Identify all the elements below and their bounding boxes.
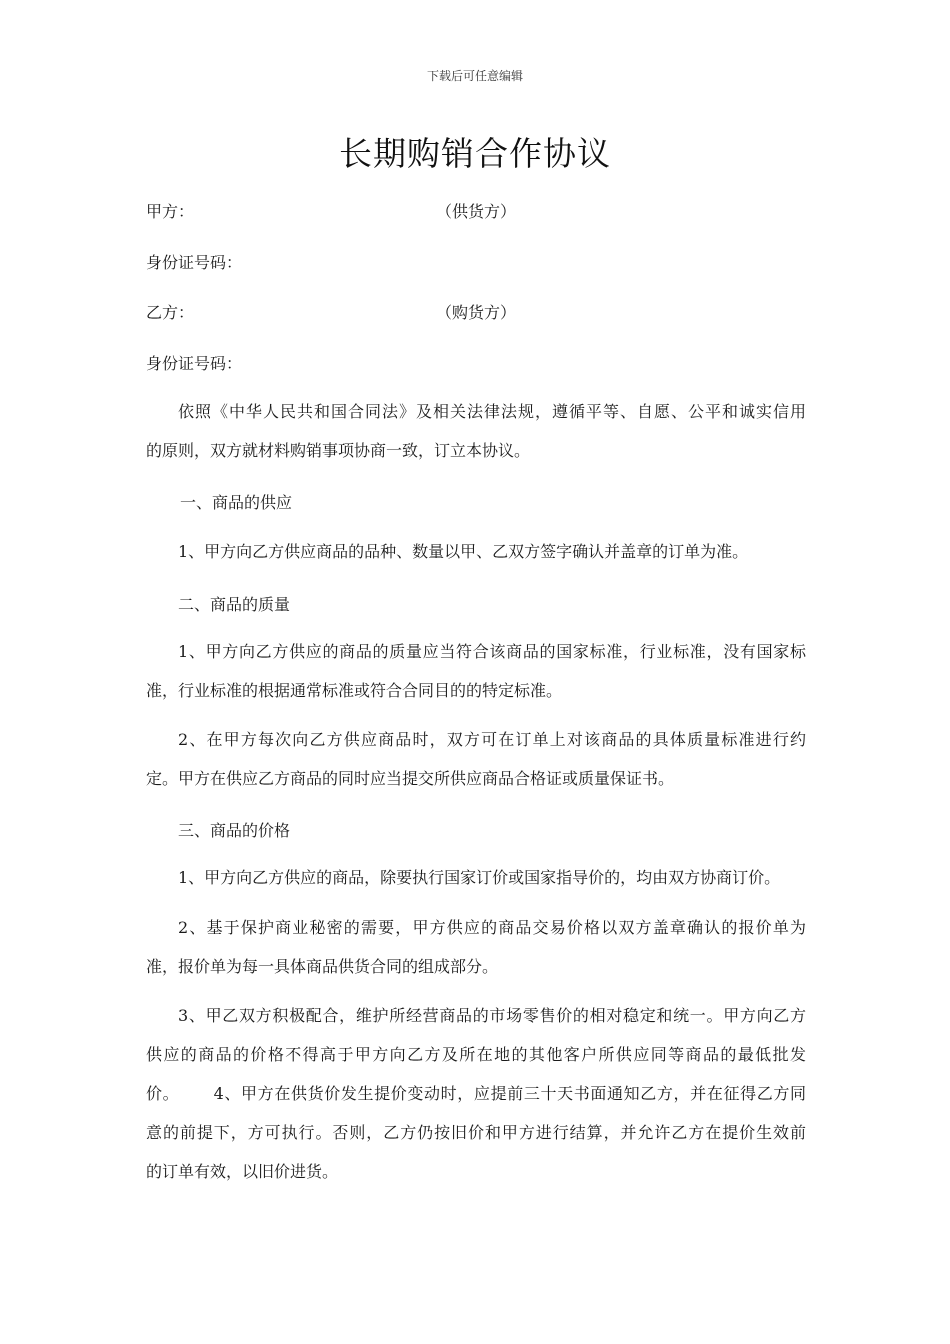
section-3-clause-2 (146, 908, 806, 986)
section-heading-3: 三、商品的价格 (178, 821, 291, 840)
intro-line-2: 的原则，双方就材料购销事项协商一致，订立本协议。 (146, 441, 531, 460)
party-a-id-label: 身份证号码： (146, 253, 243, 272)
party-a-role: （供货方） (436, 202, 517, 221)
clause-line: 2、基于保护商业秘密的需要，甲方供应的商品交易价格以双方盖章确认的报价单为 (178, 918, 806, 937)
page-header-note: 下载后可任意编辑 (426, 69, 523, 83)
clause-line: 1、甲方向乙方供应的商品，除要执行国家订价或国家指导价的，均由双方协商订价。 (178, 868, 781, 887)
clause-line: 价。 4、甲方在供货价发生提价变动时，应提前三十天书面通知乙方，并在征得乙方同 (146, 1084, 806, 1103)
section-heading-2: 二、商品的质量 (178, 595, 291, 614)
clause-line: 意的前提下，方可执行。否则，乙方仍按旧价和甲方进行结算，并允许乙方在提价生效前 (146, 1123, 806, 1142)
party-b-label: 乙方： (146, 303, 195, 322)
clause-line: 准，行业标准的根据通常标准或符合合同目的的特定标准。 (146, 681, 563, 700)
section-1-clause-1 (146, 532, 806, 571)
clause-line: 1、甲方向乙方供应的商品的质量应当符合该商品的国家标准，行业标准，没有国家标 (178, 642, 806, 661)
party-b-role: （购货方） (436, 303, 517, 322)
section-2-clause-2 (146, 720, 806, 798)
clause-line: 的订单有效，以旧价进货。 (146, 1162, 339, 1181)
clause-line: 准，报价单为每一具体商品供货合同的组成部分。 (146, 957, 499, 976)
clause-line: 2、在甲方每次向乙方供应商品时，双方可在订单上对该商品的具体质量标准进行约 (178, 730, 806, 749)
party-a-label: 甲方： (146, 202, 195, 221)
intro-paragraph (146, 392, 806, 470)
clause-line: 定。甲方在供应乙方商品的同时应当提交所供应商品合格证或质量保证书。 (146, 769, 675, 788)
section-2-clause-1 (146, 632, 806, 710)
clause-line: 供应的商品的价格不得高于甲方向乙方及所在地的其他客户所供应同等商品的最低批发 (146, 1045, 806, 1064)
clause-line: 1、甲方向乙方供应商品的品种、数量以甲、乙双方签字确认并盖章的订单为准。 (178, 542, 749, 561)
intro-line-1: 依照《中华人民共和国合同法》及相关法律法规，遵循平等、自愿、公平和诚实信用 (178, 402, 806, 421)
section-heading-1: 一、商品的供应 (180, 493, 293, 512)
document-title: 长期购销合作协议 (339, 134, 611, 173)
section-3-clause-3 (146, 996, 806, 1191)
section-3-clause-1 (146, 858, 806, 897)
clause-line: 3、甲乙双方积极配合，维护所经营商品的市场零售价的相对稳定和统一。甲方向乙方 (178, 1006, 806, 1025)
party-b-id-label: 身份证号码： (146, 354, 243, 373)
